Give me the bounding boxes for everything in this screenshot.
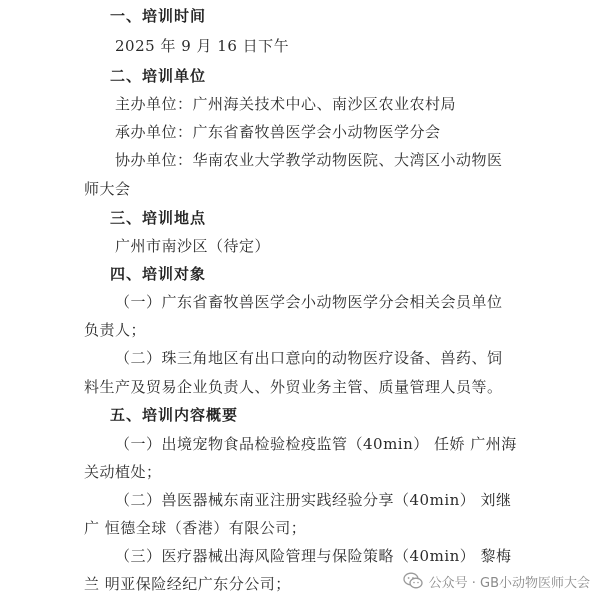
co-organizer-unit: 协办单位：华南农业大学教学动物医院、大湾区小动物医 <box>115 151 503 169</box>
heading-training-time: 一、培训时间 <box>110 7 207 25</box>
content-item-1-continued: 关动植处； <box>84 463 162 481</box>
heading-training-content: 五、培训内容概要 <box>110 406 239 424</box>
content-item-3-continued: 兰 明亚保险经纪广东分公司； <box>84 575 291 593</box>
heading-training-audience: 四、培训对象 <box>110 265 207 283</box>
co-organizer-unit-continued: 师大会 <box>84 180 131 198</box>
watermark-text: 公众号 · GB小动物医师大会 <box>428 575 590 591</box>
audience-item-1: （一）广东省畜牧兽医学会小动物医学分会相关会员单位 <box>115 293 503 311</box>
audience-item-2: （二）珠三角地区有出口意向的动物医疗设备、兽药、饲 <box>115 349 503 367</box>
content-item-3: （三）医疗器械出海风险管理与保险策略（40min） 黎梅 <box>115 547 512 565</box>
heading-training-units: 二、培训单位 <box>110 67 207 85</box>
training-date: 2025 年 9 月 16 日下午 <box>115 37 290 55</box>
host-unit: 主办单位：广州海关技术中心、南沙区农业农村局 <box>115 95 457 113</box>
audience-item-1-continued: 负责人； <box>84 321 147 339</box>
wechat-watermark <box>403 570 590 592</box>
training-location: 广州市南沙区（待定） <box>115 237 271 255</box>
organizer-unit: 承办单位：广东省畜牧兽医学会小动物医学分会 <box>115 123 441 141</box>
heading-training-location: 三、培训地点 <box>110 209 207 227</box>
audience-item-2-continued: 料生产及贸易企业负责人、外贸业务主管、质量管理人员等。 <box>84 378 503 396</box>
content-item-2: （二）兽医器械东南亚注册实践经验分享（40min） 刘继 <box>115 491 512 509</box>
content-item-1: （一）出境宠物食品检验检疫监管（40min） 任娇 广州海 <box>115 435 517 453</box>
wechat-icon <box>403 572 423 590</box>
content-item-2-continued: 广 恒德全球（香港）有限公司； <box>84 519 307 537</box>
